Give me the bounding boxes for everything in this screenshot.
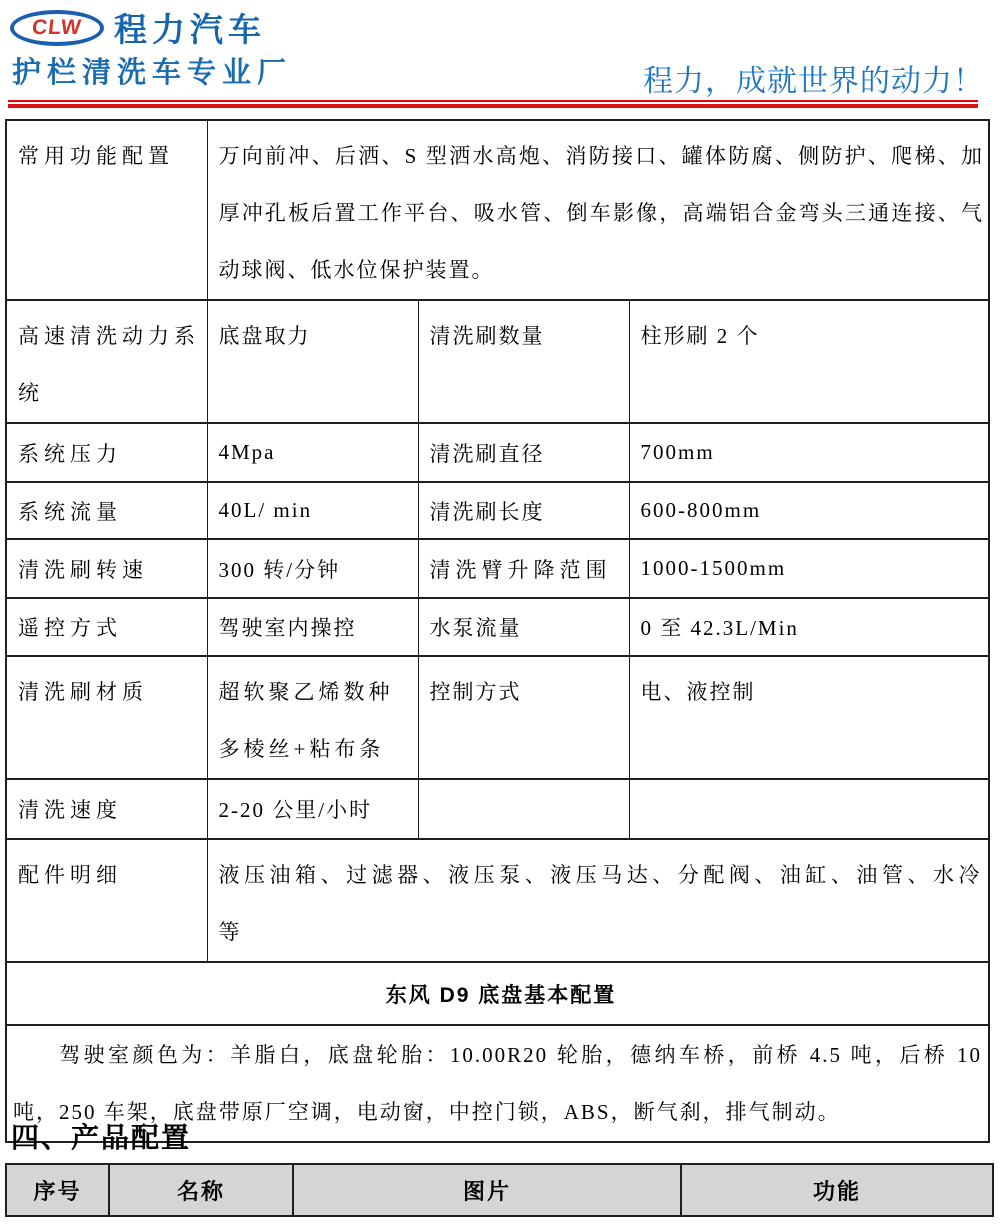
- spec-value: 柱形刷 2 个: [629, 300, 989, 423]
- spec-label: 清洗刷转速: [6, 539, 207, 598]
- spec-value: 4Mpa: [207, 423, 418, 482]
- section-heading: 四、产品配置: [11, 1122, 192, 1153]
- spec-value: 0 至 42.3L/Min: [629, 598, 989, 656]
- spec-label: 清洗刷直径: [418, 423, 629, 482]
- spec-value: 700mm: [629, 423, 989, 482]
- clw-logo-text: CLW: [31, 15, 84, 39]
- spec-label: 清洗刷数量: [418, 300, 629, 423]
- product-config-table: [5, 1163, 994, 1217]
- spec-label: 清洗刷材质: [6, 656, 207, 779]
- spec-row-common-config: [6, 120, 989, 300]
- spec-row-remote-control: [6, 598, 989, 656]
- spec-value: 电、液控制: [629, 656, 989, 779]
- column-header-image: 图片: [293, 1164, 681, 1216]
- red-rule-thick: [8, 104, 978, 108]
- spec-label: [418, 779, 629, 839]
- brand-name: 程力汽车: [114, 11, 266, 48]
- spec-row-accessories: [6, 839, 989, 962]
- spec-row-washing-speed: [6, 779, 989, 839]
- spec-label: 控制方式: [418, 656, 629, 779]
- spec-label: 清洗速度: [6, 779, 207, 839]
- factory-title: 护栏清洗车专业厂: [12, 57, 293, 89]
- spec-value: 1000-1500mm: [629, 539, 989, 598]
- spec-label: 系统流量: [6, 482, 207, 539]
- spec-value: 40L/ min: [207, 482, 418, 539]
- spec-value: 300 转/分钟: [207, 539, 418, 598]
- spec-table: [5, 119, 990, 1143]
- spec-row-power-system: [6, 300, 989, 423]
- red-double-rule: [8, 100, 978, 108]
- spec-label: 清洗臂升降范围: [418, 539, 629, 598]
- chassis-description: 驾驶室颜色为：羊脂白，底盘轮胎：10.00R20 轮胎，德纳车桥，前桥 4.5 吨，后桥 10 吨，250 车架，底盘带原厂空调，电动窗，中控门锁，ABS，断气刹，排气制动。: [13, 1043, 982, 1124]
- spec-value: 2-20 公里/小时: [207, 779, 418, 839]
- spec-label: 高速清洗动力系统: [6, 300, 207, 423]
- spec-value: 万向前冲、后洒、S 型洒水高炮、消防接口、罐体防腐、侧防护、爬梯、加厚冲孔板后置工作平台、吸水管、倒车影像，高端铝合金弯头三通连接、气动球阀、低水位保护装置。: [207, 120, 989, 300]
- spec-label: 系统压力: [6, 423, 207, 482]
- spec-value: 底盘取力: [207, 300, 418, 423]
- spec-value: 驾驶室内操控: [207, 598, 418, 656]
- spec-label: 水泵流量: [418, 598, 629, 656]
- spec-label: 遥控方式: [6, 598, 207, 656]
- spec-value: 液压油箱、过滤器、液压泵、液压马达、分配阀、油缸、油管、水冷等: [207, 839, 989, 962]
- spec-label: 清洗刷长度: [418, 482, 629, 539]
- column-header-function: 功能: [681, 1164, 993, 1216]
- letterhead-brand-row: [10, 4, 266, 51]
- spec-label: 配件明细: [6, 839, 207, 962]
- spec-row-chassis-header: [6, 962, 989, 1025]
- spec-value: [629, 779, 989, 839]
- chassis-config-title: 东风 D9 底盘基本配置: [6, 962, 989, 1025]
- spec-row-system-pressure: [6, 423, 989, 482]
- spec-label: 常用功能配置: [6, 120, 207, 300]
- column-header-name: 名称: [109, 1164, 293, 1216]
- column-header-seq: 序号: [6, 1164, 109, 1216]
- spec-row-brush-material: [6, 656, 989, 779]
- spec-row-brush-speed: [6, 539, 989, 598]
- spec-value: 600-800mm: [629, 482, 989, 539]
- spec-row-system-flow: [6, 482, 989, 539]
- clw-logo: [10, 10, 104, 46]
- spec-value: 超软聚乙烯数种多棱丝+粘布条: [207, 656, 418, 779]
- product-table-header-row: [6, 1164, 993, 1216]
- slogan: 程力，成就世界的动力！: [643, 65, 984, 98]
